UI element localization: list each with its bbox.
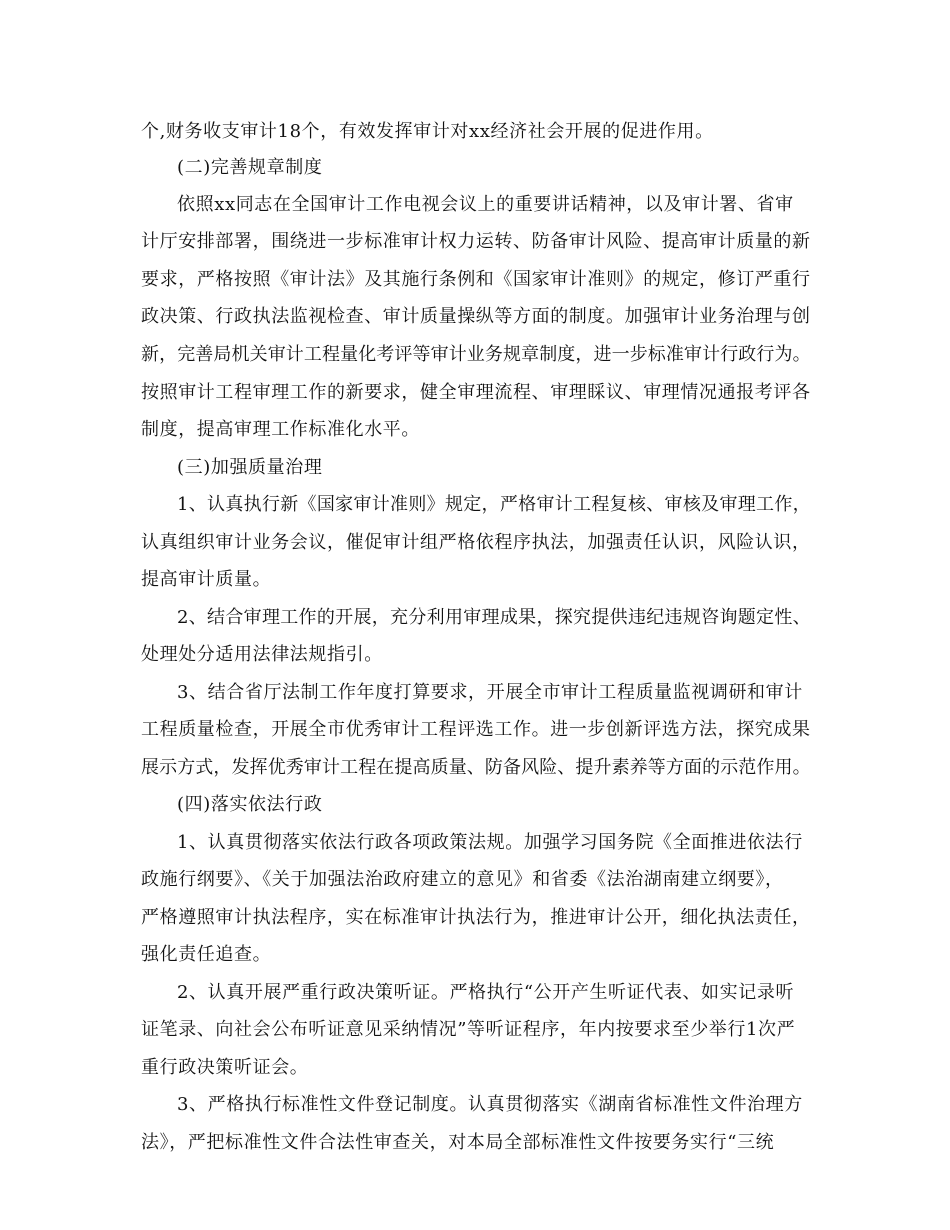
text-line: 法》，严把标准性文件合法性审查关，对本局全部标准性文件按要务实行“三统 [141, 1132, 775, 1153]
text-line: 工程质量检查，开展全市优秀审计工程评选工作。进一步创新评选方法，探究成果 [141, 719, 811, 740]
text-line: 3、结合省厅法制工作年度打算要求，开展全市审计工程质量监视调研和审计 [177, 682, 803, 703]
section-heading: (三)加强质量治理 [177, 457, 323, 478]
text-line: 严格遵照审计执法程序，实在标准审计执法行为，推进审计公开，细化执法责任， [141, 907, 811, 928]
text-line: 依照xx同志在全国审计工作电视会议上的重要讲话精神，以及审计署、省审 [177, 194, 794, 215]
text-line: 制度，提高审理工作标准化水平。 [141, 419, 420, 440]
section-heading: (四)落实依法行政 [177, 794, 323, 815]
text-line: 重行政决策听证会。 [141, 1057, 309, 1078]
text-line: 强化责任追查。 [141, 944, 272, 965]
text-line: 个,财务收支审计18个，有效发挥审计对xx经济社会开展的促进作用。 [141, 121, 714, 142]
text-line: 要求，严格按照《审计法》及其施行条例和《国家审计准则》的规定，修订严重行 [141, 269, 811, 290]
text-line: 2、认真开展严重行政决策听证。严格执行“公开产生听证代表、如实记录听 [177, 982, 795, 1003]
text-line: 1、认真执行新《国家审计准则》规定，严格审计工程复核、审核及审理工作， [177, 494, 811, 515]
text-line: 政施行纲要》、《关于加强法治政府建立的意见》和省委《法治湖南建立纲要》， [141, 869, 784, 890]
text-line: 2、结合审理工作的开展，充分利用审理成果，探究提供违纪违规咨询题定性、 [177, 607, 811, 628]
text-line: 计厅安排部署，围绕进一步标准审计权力运转、防备审计风险、提高审计质量的新 [141, 231, 811, 252]
text-line: 按照审计工程审理工作的新要求，健全审理流程、审理睬议、审理情况通报考评各 [141, 382, 811, 403]
text-line: 新，完善局机关审计工程量化考评等审计业务规章制度，进一步标准审计行政行为。 [141, 344, 811, 365]
text-line: 展示方式，发挥优秀审计工程在提高质量、防备风险、提升素养等方面的示范作用。 [141, 757, 811, 778]
text-line: 1、认真贯彻落实依法行政各项政策法规。加强学习国务院《全面推进依法行 [177, 832, 803, 853]
text-line: 认真组织审计业务会议，催促审计组严格依程序执法，加强责任认识，风险认识， [141, 532, 811, 553]
section-heading: (二)完善规章制度 [177, 157, 323, 178]
text-line: 处理处分适用法律法规指引。 [141, 644, 383, 665]
text-line: 3、严格执行标准性文件登记制度。认真贯彻落实《湖南省标准性文件治理方 [177, 1094, 803, 1115]
text-line: 政决策、行政执法监视检查、审计质量操纵等方面的制度。加强审计业务治理与创 [141, 306, 811, 327]
text-line: 提高审计质量。 [141, 569, 272, 590]
text-line: 证笔录、向社会公布听证意见采纳情况”等听证程序，年内按要求至少举行1次严 [141, 1019, 796, 1040]
